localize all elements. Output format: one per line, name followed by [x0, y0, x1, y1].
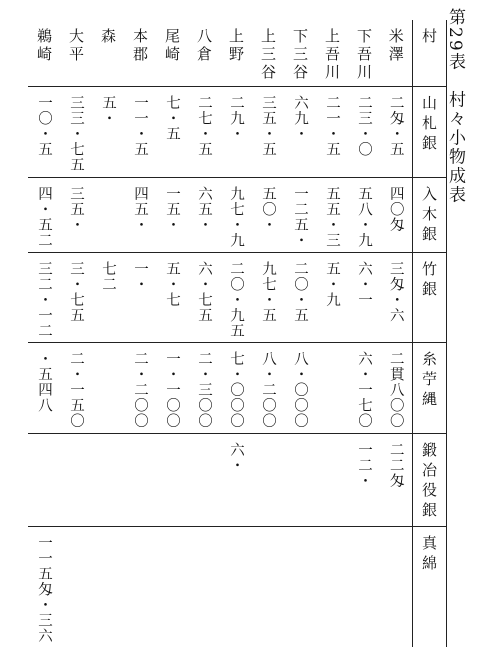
village-name: 上野 [227, 28, 245, 64]
table-cell: 三二・一二 [28, 252, 60, 343]
village-header-cell [28, 20, 60, 87]
table-cell: 六・一七〇 [348, 343, 380, 434]
table-cell: 一二五・ [284, 177, 316, 252]
village-header-cell [92, 20, 124, 87]
village-name: 鵜崎 [35, 28, 53, 64]
table-title: 第29表 村々小物成表 [445, 8, 465, 205]
row-label-cell [412, 433, 446, 526]
table-cell: 二・一五〇 [60, 343, 92, 434]
table-cell: 二一・五 [316, 87, 348, 178]
table-cell [380, 526, 412, 647]
table-cell: 六・一 [348, 252, 380, 343]
table-cell: 二匁・五 [380, 87, 412, 178]
table-row [28, 343, 446, 434]
table-cell: 五〇・ [252, 177, 284, 252]
table-cell: 九七・九 [220, 177, 252, 252]
row-label: 真綿 [420, 534, 438, 575]
village-header-cell [60, 20, 92, 87]
table-cell: 九七・五 [252, 252, 284, 343]
table-cell [316, 343, 348, 434]
table-cell: 三匁・六 [380, 252, 412, 343]
table-cell: 四・五二 [28, 177, 60, 252]
table-cell [284, 526, 316, 647]
table-cell [252, 433, 284, 526]
table-cell: 二九・ [220, 87, 252, 178]
table-cell: 五八・九 [348, 177, 380, 252]
table-cell: 三三・七五 [60, 87, 92, 178]
village-name: 森 [99, 28, 117, 46]
table-cell: 二二匁 [380, 433, 412, 526]
row-label: 竹銀 [420, 260, 438, 301]
table-row [28, 526, 446, 647]
village-name: 八倉 [195, 28, 213, 64]
village-name: 下吾川 [355, 28, 373, 82]
table-cell: 六九・ [284, 87, 316, 178]
table-cell [348, 526, 380, 647]
table-cell: 八・二〇〇 [252, 343, 284, 434]
table-cell [188, 433, 220, 526]
table-cell: 二・三〇〇 [188, 343, 220, 434]
table-cell: 八・〇〇〇 [284, 343, 316, 434]
row-label: 村 [420, 28, 438, 48]
village-name: 上三谷 [259, 28, 277, 82]
table-cell [284, 433, 316, 526]
row-label: 入木銀 [420, 185, 438, 246]
table-cell: 二・二〇〇 [124, 343, 156, 434]
table-cell: 四〇匁 [380, 177, 412, 252]
table-cell: 三五・五 [252, 87, 284, 178]
table-cell: 一五・ [156, 177, 188, 252]
table-cell: 一一五匁・三六 [36, 534, 52, 643]
village-name: 下三谷 [291, 28, 309, 82]
table-cell: 二七・五 [188, 87, 220, 178]
village-header-cell [220, 20, 252, 87]
village-header-cell [124, 20, 156, 87]
table-cell [188, 526, 220, 647]
village-header-cell [348, 20, 380, 87]
table-cell: 六・ [220, 433, 252, 526]
header-row [28, 20, 446, 87]
table-cell [28, 433, 60, 526]
row-label-cell [412, 252, 446, 343]
row-label-cell [412, 20, 446, 87]
table-cell: 四五・ [124, 177, 156, 252]
village-name: 大平 [67, 28, 85, 64]
row-label-cell [412, 87, 446, 178]
table-row [28, 433, 446, 526]
row-label-cell [412, 177, 446, 252]
table-cell: 六・七五 [188, 252, 220, 343]
table-cell [92, 433, 124, 526]
table-cell: 七・五 [156, 87, 188, 178]
table-cell: 七二 [92, 252, 124, 343]
table-cell: 三五・ [60, 177, 92, 252]
table-cell: 二三・〇 [348, 87, 380, 178]
table-cell [92, 526, 124, 647]
table-cell: 五五・三 [316, 177, 348, 252]
table-row [28, 252, 446, 343]
table-cell [60, 526, 92, 647]
table-cell: 五・九 [316, 252, 348, 343]
table-cell: 二〇・五 [284, 252, 316, 343]
table-cell [316, 526, 348, 647]
table-cell: ・五四八 [28, 343, 60, 434]
row-label-cell [412, 343, 446, 434]
table-cell [156, 526, 188, 647]
table-cell [92, 177, 124, 252]
table-cell: 一・一〇〇 [156, 343, 188, 434]
table-cell: 五・七 [156, 252, 188, 343]
row-label-cell [412, 526, 446, 647]
table-row [28, 87, 446, 178]
table-cell: 六五・ [188, 177, 220, 252]
table-cell [124, 433, 156, 526]
table-cell [156, 433, 188, 526]
table-cell [92, 343, 124, 434]
village-name: 米澤 [386, 28, 405, 64]
data-table [28, 20, 447, 647]
village-name: 尾崎 [163, 28, 181, 64]
village-header-cell [284, 20, 316, 87]
village-header-cell [252, 20, 284, 87]
table-cell [252, 526, 284, 647]
table-cell: 一一・五 [124, 87, 156, 178]
table-cell: 一二・ [348, 433, 380, 526]
row-label: 鍛冶役銀 [420, 441, 438, 522]
village-header-cell [380, 20, 412, 87]
village-name: 本郡 [131, 28, 149, 64]
village-header-cell [316, 20, 348, 87]
village-header-cell [156, 20, 188, 87]
table-cell [124, 526, 156, 647]
table-row [28, 177, 446, 252]
table-cell [60, 433, 92, 526]
table-cell: 二貫八〇〇 [380, 343, 412, 434]
row-label: 糸苧縄 [420, 351, 438, 411]
village-name: 上吾川 [323, 28, 341, 82]
table-cell: 七・〇〇〇 [220, 343, 252, 434]
row-label: 山札銀 [420, 95, 438, 155]
table-cell: 五・ [92, 87, 124, 178]
table-cell [220, 526, 252, 647]
table-cell [316, 433, 348, 526]
table-cell: 一〇・五 [28, 87, 60, 178]
table-cell: 三・七五 [60, 252, 92, 343]
table-cell: 二〇・九五 [220, 252, 252, 343]
village-header-cell [188, 20, 220, 87]
table-cell: 一・ [124, 252, 156, 343]
